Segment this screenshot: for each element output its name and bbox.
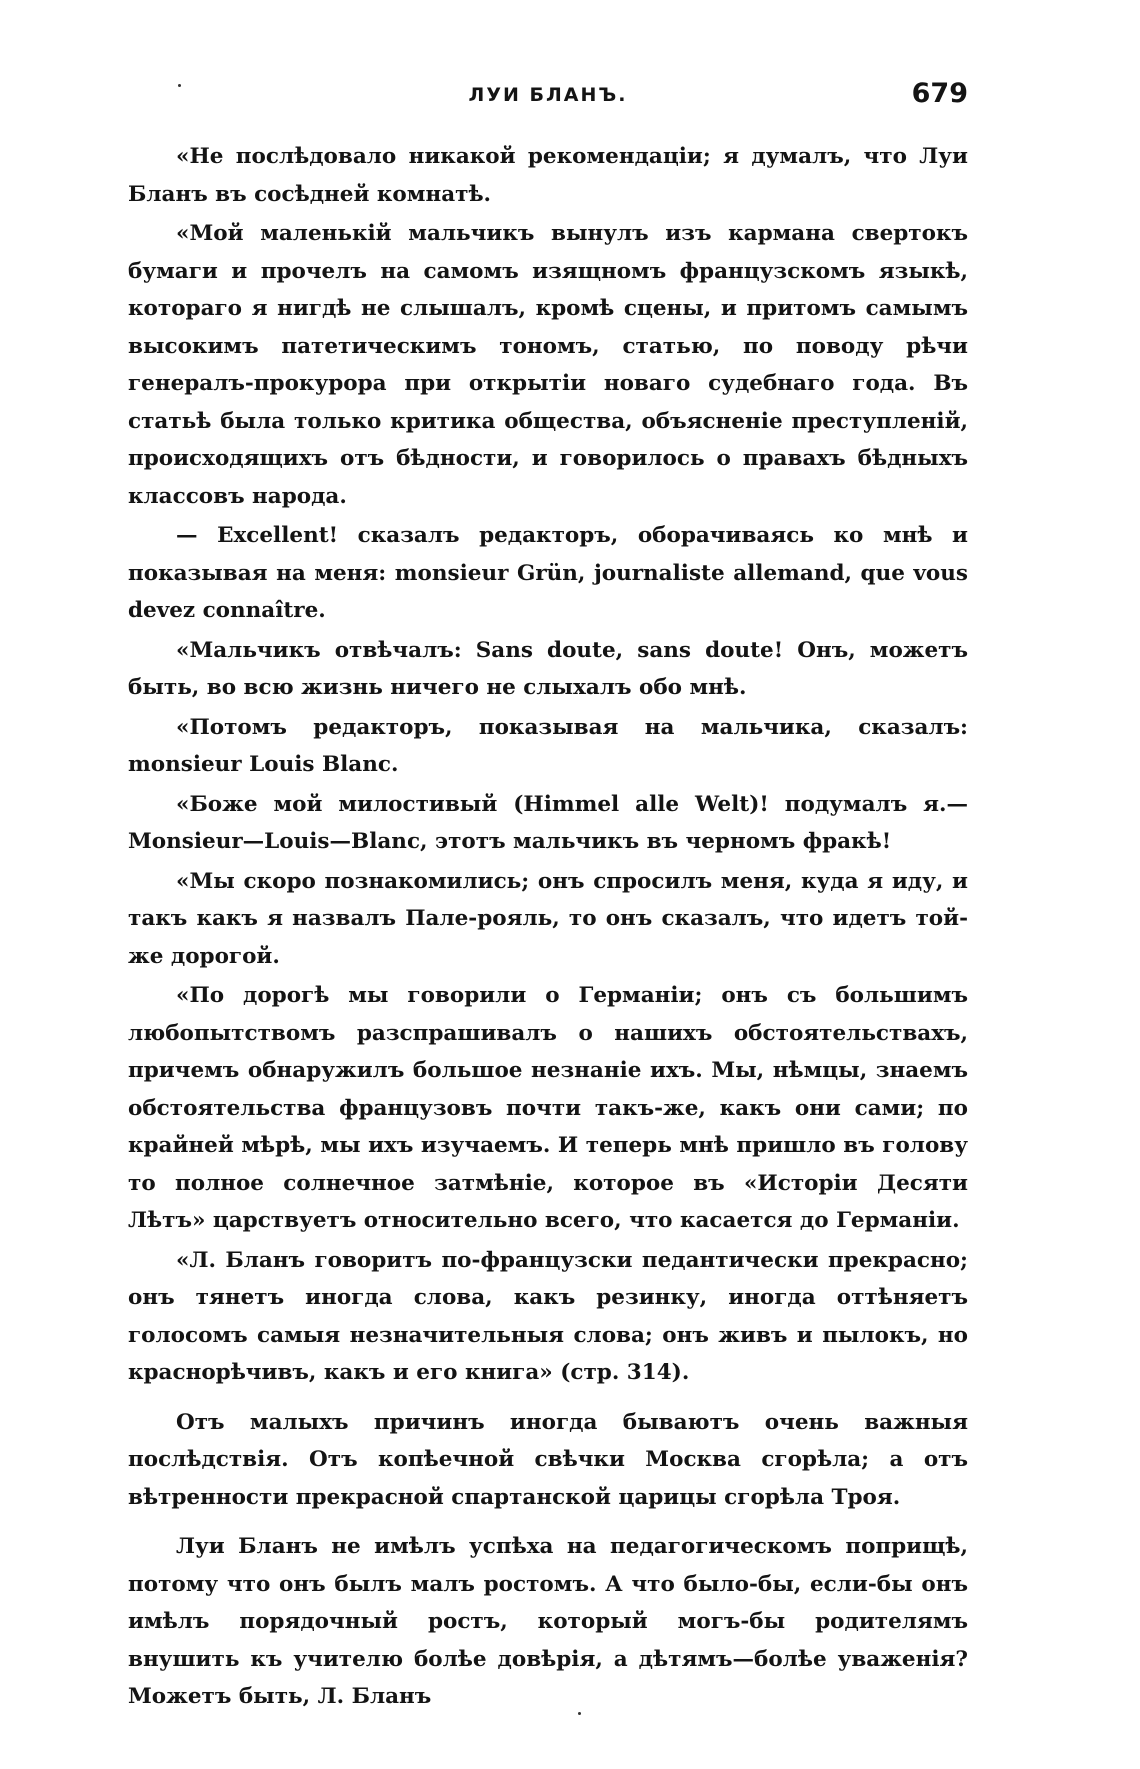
body-text <box>128 138 968 1716</box>
paragraph: Луи Бланъ не имѣлъ успѣха на педагогическомъ поприщѣ, потому что онъ былъ малъ ростомъ. А что было-бы, если-бы онъ имѣлъ порядочный ростъ, который могъ-бы родителямъ внушить къ учителю болѣе довѣрія, а дѣтямъ—болѣе уваженія? Можетъ быть, Л. Бланъ <box>128 1534 968 1709</box>
page-number: 679 <box>911 78 968 109</box>
paragraph: «Мой маленькій мальчикъ вынулъ изъ кармана свертокъ бумаги и прочелъ на самомъ изящномъ французскомъ языкѣ, котораго я нигдѣ не слышалъ, кромѣ сцены, и притомъ самымъ высокимъ патетическимъ тономъ, статью, по поводу рѣчи генералъ-прокурора при открытіи новаго судебнаго года. Въ статьѣ была только критика общества, объясненіе преступленій, происходящихъ отъ бѣдности, и говорилось о правахъ бѣдныхъ классовъ народа. <box>128 221 968 509</box>
paragraph: «По дорогѣ мы говорили о Германіи; онъ съ большимъ любопытствомъ разспрашивалъ о нашихъ обстоятельствахъ, причемъ обнаружилъ большое незнаніе ихъ. Мы, нѣмцы, знаемъ обстоятельства французовъ почти такъ-же, какъ они сами; по крайней мѣрѣ, мы ихъ изучаемъ. И теперь мнѣ пришло въ голову то полное солнечное затмѣніе, которое въ «Исторіи Десяти Лѣтъ» царствуетъ относительно всего, что касается до Германіи. <box>128 983 968 1233</box>
page-header <box>128 78 968 118</box>
paragraph: «Мальчикъ отвѣчалъ: Sans doute, sans doute! Онъ, можетъ быть, во всю жизнь ничего не слыхалъ обо мнѣ. <box>128 637 968 700</box>
paragraph: «Л. Бланъ говоритъ по-французски педантически прекрасно; онъ тянетъ иногда слова, какъ резинку, иногда оттѣняетъ голосомъ самыя незначительныя слова; онъ живъ и пылокъ, но краснорѣчивъ, какъ и его книга» (стр. 314). <box>128 1247 968 1385</box>
paragraph: «Не послѣдовало никакой рекомендаціи; я думалъ, что Луи Бланъ въ сосѣдней комнатѣ. <box>128 144 968 207</box>
print-speck <box>578 1712 581 1715</box>
paragraph: — Excellent! сказалъ редакторъ, оборачиваясь ко мнѣ и показывая на меня: monsieur Grün, journaliste allemand, que vous devez connaître. <box>128 523 968 623</box>
paragraph: Отъ малыхъ причинъ иногда бываютъ очень важныя послѣдствія. Отъ копѣечной свѣчки Москва сгорѣла; а отъ вѣтренности прекрасной спартанской царицы сгорѣла Троя. <box>128 1409 968 1510</box>
running-title: ЛУИ БЛАНЪ. <box>468 84 628 106</box>
paragraph: «Боже мой милостивый (Himmel alle Welt)! подумалъ я.—Monsieur—Louis—Blanc, этотъ мальчикъ въ черномъ фракѣ! <box>128 791 968 854</box>
print-speck <box>178 84 181 87</box>
paragraph: «Мы скоро познакомились; онъ спросилъ меня, куда я иду, и такъ какъ я назвалъ Пале-рояль, то онъ сказалъ, что идетъ той-же дорогой. <box>128 868 968 969</box>
paragraph: «Потомъ редакторъ, показывая на мальчика, сказалъ: monsieur Louis Blanc. <box>128 714 968 777</box>
